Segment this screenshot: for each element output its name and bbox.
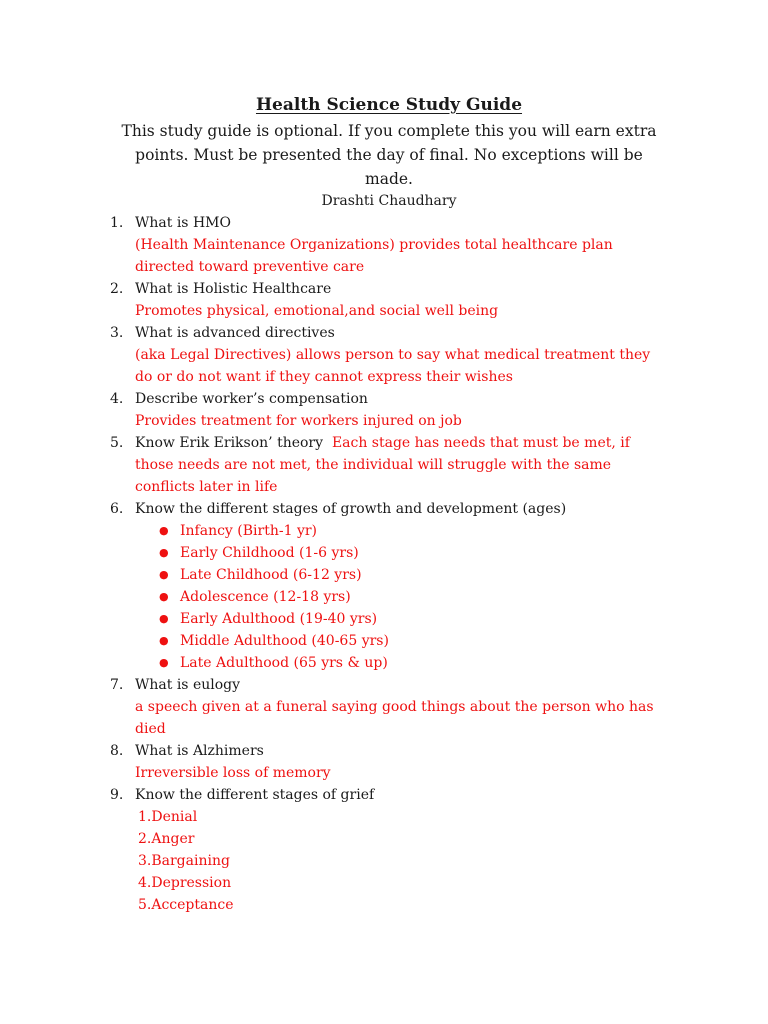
- question-5: [110, 432, 668, 498]
- answer-text: (aka Legal Directives) allows person to say what medical treatment they do or do not want if they cannot express their wishes: [135, 347, 651, 385]
- answer-text: a speech given at a funeral saying good things about the person who has died: [135, 699, 654, 737]
- question-7: [110, 674, 668, 740]
- bullet-icon: ●: [159, 568, 169, 581]
- list-item: ● Adolescence (12-18 yrs): [157, 586, 668, 608]
- question-number: 4.: [110, 391, 124, 407]
- bullet-icon: ●: [159, 634, 169, 647]
- answer-text: Irreversible loss of memory: [135, 765, 331, 781]
- list-item: ● Late Adulthood (65 yrs & up): [157, 652, 668, 674]
- bullet-icon: ●: [159, 524, 169, 537]
- author-name: Drashti Chaudhary: [321, 193, 457, 209]
- question-list: [110, 212, 668, 916]
- question-text: What is Holistic Healthcare: [135, 281, 332, 297]
- question-number: 9.: [110, 787, 124, 803]
- bullet-icon: ●: [159, 612, 169, 625]
- list-item: ● Late Childhood (6-12 yrs): [157, 564, 668, 586]
- question-text: Know the different stages of growth and development (ages): [135, 501, 567, 517]
- question-4: [110, 388, 668, 432]
- question-number: 8.: [110, 743, 124, 759]
- list-item: 3.Bargaining: [138, 853, 230, 869]
- answer-text: Promotes physical, emotional,and social well being: [135, 303, 499, 319]
- question-2: [110, 278, 668, 322]
- question-9: [110, 784, 668, 916]
- question-8: [110, 740, 668, 784]
- answer-text: (Health Maintenance Organizations) provides total healthcare plan directed toward preventive care: [135, 237, 613, 275]
- list-item: 1.Denial: [138, 809, 198, 825]
- question-1: [110, 212, 668, 278]
- list-item: 5.Acceptance: [138, 897, 234, 913]
- question-text: What is eulogy: [135, 677, 241, 693]
- question-text: Describe worker’s compensation: [135, 391, 368, 407]
- question-3: [110, 322, 668, 388]
- question-text: Know the different stages of grief: [135, 787, 375, 803]
- answer-text: Each stage has needs that must be met, if those needs are not met, the individual will struggle with the same conflicts later in life: [135, 435, 630, 495]
- question-text: What is advanced directives: [135, 325, 335, 341]
- list-item: 4.Depression: [138, 875, 232, 891]
- bullet-icon: ●: [159, 546, 169, 559]
- list-item: 2.Anger: [138, 831, 195, 847]
- list-item: ● Early Childhood (1-6 yrs): [157, 542, 668, 564]
- grief-stages-list: [135, 806, 668, 916]
- bullet-icon: ●: [159, 590, 169, 603]
- question-number: 2.: [110, 281, 124, 297]
- development-stages-list: [135, 520, 668, 674]
- intro-paragraph: This study guide is optional. If you complete this you will earn extra points. Must be presented the day of final. No exceptions will be made.: [121, 122, 657, 188]
- page-title: Health Science Study Guide: [255, 95, 523, 115]
- question-number: 7.: [110, 677, 124, 693]
- list-item: ● Infancy (Birth-1 yr): [157, 520, 668, 542]
- list-item: ● Early Adulthood (19-40 yrs): [157, 608, 668, 630]
- question-number: 6.: [110, 501, 124, 517]
- question-text: Know Erik Erikson’ theory: [135, 435, 324, 451]
- list-item: ● Middle Adulthood (40-65 yrs): [157, 630, 668, 652]
- question-number: 1.: [110, 215, 124, 231]
- question-number: 3.: [110, 325, 124, 341]
- question-text: What is Alzhimers: [135, 743, 264, 759]
- question-text: What is HMO: [135, 215, 231, 231]
- question-number: 5.: [110, 435, 124, 451]
- question-6: [110, 498, 668, 674]
- bullet-icon: ●: [159, 656, 169, 669]
- answer-text: Provides treatment for workers injured on job: [135, 413, 462, 429]
